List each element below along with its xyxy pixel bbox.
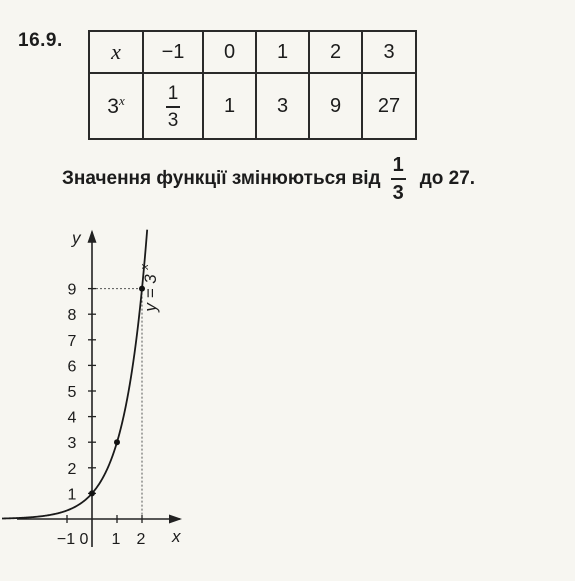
y-tick-label: 2 <box>67 460 77 478</box>
y-axis-arrow <box>88 230 97 243</box>
curve-label-text: y = 3 <box>140 274 160 312</box>
table-cell: x <box>89 31 143 73</box>
table-cell: 2 <box>309 31 362 73</box>
x-tick-label: 1 <box>111 531 121 548</box>
table-cell <box>143 73 203 139</box>
y-tick-label: 3 <box>67 435 77 453</box>
x-axis-arrow <box>169 515 182 524</box>
table-row <box>89 31 416 73</box>
fraction: $\frac{1}{3}$ <box>392 154 404 204</box>
statement-tail: до 27. <box>419 168 476 189</box>
y-tick-label: 4 <box>67 409 77 427</box>
y-tick-label: 6 <box>67 358 77 376</box>
table-cell: 27 <box>362 73 416 139</box>
x-tick-label: 0 <box>79 531 89 548</box>
y-tick-label: 9 <box>67 281 77 299</box>
table-cell: 9 <box>309 73 362 139</box>
x-axis-label: x <box>172 527 181 546</box>
curve-label-exponent: x <box>138 264 151 270</box>
x-tick-label: 2 <box>136 531 146 548</box>
curve-label <box>139 264 160 313</box>
y-tick-label: 5 <box>67 384 77 401</box>
table-cell: 0 <box>203 31 256 73</box>
labels <box>57 229 181 548</box>
y-tick-label: 8 <box>67 307 77 325</box>
table-cell: 3$^x$ <box>89 73 143 139</box>
problem-number: 16.9. <box>18 30 63 51</box>
data-point <box>114 439 120 445</box>
table-cell: 1 <box>256 31 309 73</box>
statement-text: Значення функції змінюються від <box>62 168 381 189</box>
table-row <box>89 73 416 139</box>
exponential-graph <box>0 225 200 577</box>
x-tick-label: −1 <box>56 531 76 548</box>
table-cell: −1 <box>143 31 203 73</box>
table-cell: 3 <box>256 73 309 139</box>
values-table <box>88 30 417 140</box>
fraction: $\frac{1}{3}$ <box>167 83 179 131</box>
y-tick-label: 7 <box>67 332 77 350</box>
answer-statement <box>62 155 475 203</box>
table-cell: 3 <box>362 31 416 73</box>
data-point <box>89 490 95 496</box>
table-cell: 1 <box>203 73 256 139</box>
y-tick-label: 1 <box>67 486 77 504</box>
y-axis-label: y <box>72 228 81 248</box>
